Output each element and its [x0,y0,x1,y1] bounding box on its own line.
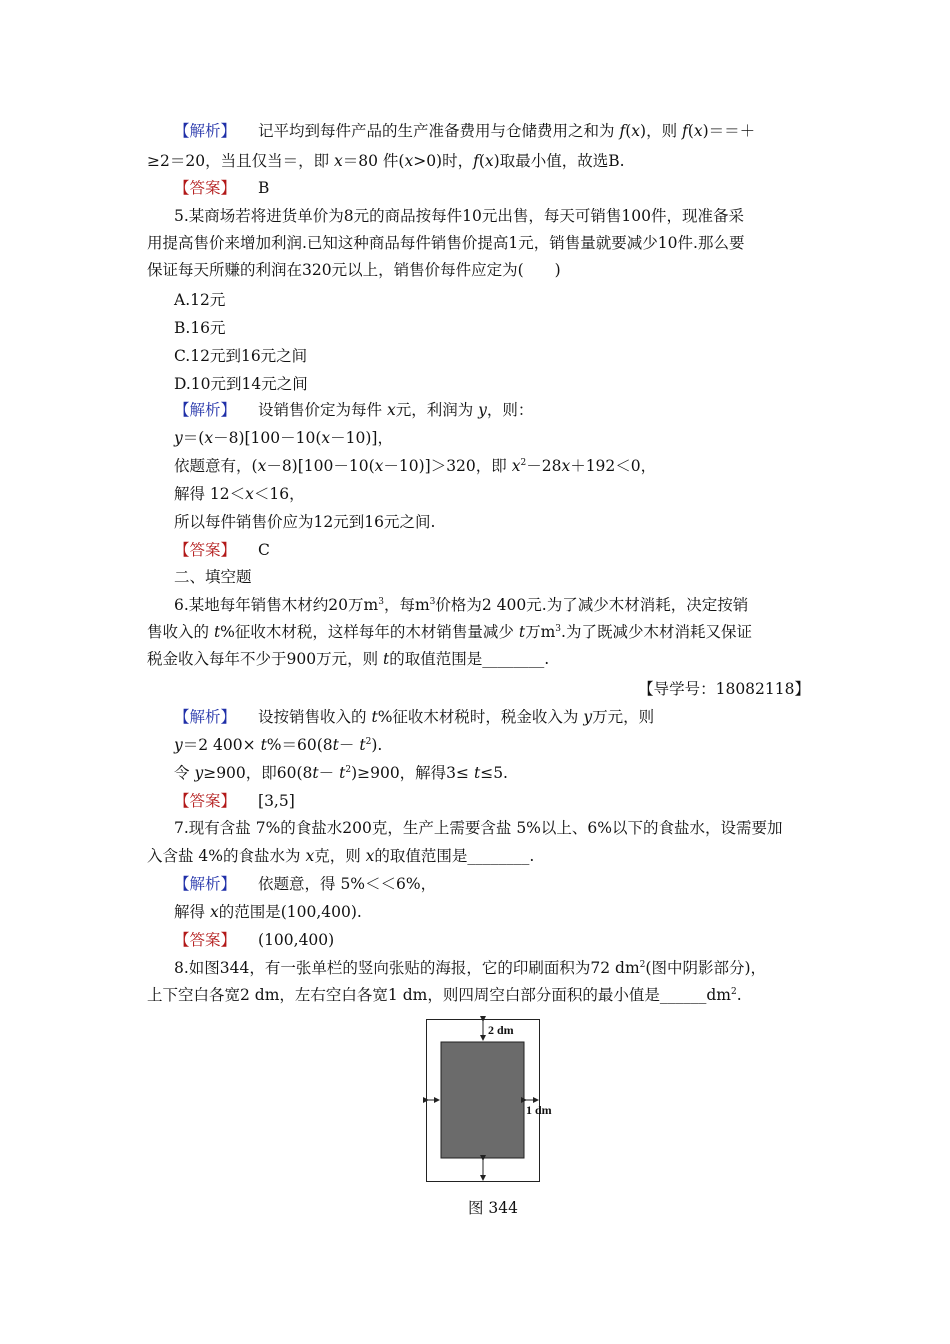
q5-analysis-line-3: 依题意有，(x－8)[100－10(x－10)]＞320，即 $x^2-28x+192<0$， [174,457,657,475]
q4-answer [174,177,269,199]
top-margin-label: 2 dm [488,1023,514,1037]
q7-analysis-line-2: 解得 x的范围是(100,400). [174,903,362,921]
q7-answer [174,929,334,951]
poster-figure [426,1019,552,1182]
q4-analysis-line-2: ≥2＝20，当且仅当＝，即 x＝80 件(x>0)时，f(x)取最小值，故选B. [147,152,625,170]
q8-text-line-2: 上下空白各宽2 dm，左右空白各宽1 dm，则四周空白部分面积的最小值是$\_\_\_\_\_\_dm^2$. [147,986,742,1004]
q6-analysis-line-3: 令 y≥900，即$60(8t- t^2)\ge 900$，解得3≤ t≤5. [174,764,508,782]
analysis-tag: 【解析】 [174,401,237,419]
q5-analysis-line-1: 【解析】 设销售价定为每件 x元，利润为 y，则： [174,401,534,419]
answer-value: B [258,179,270,197]
q8-text-line-1: 8.如图344，有一张单栏的竖向张贴的海报，它的印刷面积为72 $dm^2$(图中阴影部分)， [174,959,766,977]
q5-option-c: C.12元到16元之间 [174,347,308,365]
analysis-tag: 【解析】 [174,708,237,726]
q5-option-d: D.10元到14元之间 [174,375,308,393]
answer-tag: 【答案】 [174,179,237,197]
printed-area [441,1042,524,1158]
q6-analysis-line-1: 【解析】 设按销售收入的 t%征收木材税时，税金收入为 y万元，则 [174,708,655,726]
q5-text-line-3: 保证每天所赚的利润在320元以上，销售价每件应定为( ) [147,261,561,279]
q6-text-line-3: 税金收入每年不少于900万元，则 t的取值范围是________. [147,650,550,668]
q7-text-line-1: 7.现有含盐 7%的食盐水200克，生产上需要含盐 5%以上、6%以下的食盐水，设需要加 [174,819,783,837]
figure-caption: 图 344 [468,1199,519,1217]
q5-text-line-1: 5.某商场若将进货单价为8元的商品按每件10元出售，每天可销售100件，现准备采 [174,207,744,225]
answer-value: (100,400) [258,931,335,949]
q5-answer [174,539,270,561]
answer-value: C [258,541,270,559]
analysis-tag: 【解析】 [174,122,237,140]
analysis-tag: 【解析】 [174,875,237,893]
q5-option-a: A.12元 [174,291,226,309]
answer-value: [3,5] [258,792,295,810]
guide-number: 【导学号：18082118】 [638,680,810,698]
q6-text-line-1: 6.某地每年销售木材约20万$m^3$，每$m^3$价格为2 400元.为了减少木材消耗，决定按销 [174,596,749,614]
analysis-text: 依题意，得 5%＜＜6%， [258,875,437,893]
q6-analysis-line-2: y＝2 $400\times t\%=60(8t- t^2)$. [174,736,383,754]
q5-text-line-2: 用提高售价来增加利润.已知这种商品每件销售价提高1元，销售量就要减少10件.那么要 [147,234,745,252]
q5-analysis-line-4: 解得 12＜x＜16， [174,485,305,503]
answer-tag: 【答案】 [174,931,237,949]
q4-analysis-line-1: 【解析】 记平均到每件产品的生产准备费用与仓储费用之和为 f(x)，则 f(x)＝＝＋ [174,122,756,140]
q7-analysis-line-1 [174,873,436,895]
poster-diagram [426,1019,552,1182]
q7-text-line-2: 入含盐 4%的食盐水为 x克，则 x的取值范围是________. [147,847,535,865]
q5-option-b: B.16元 [174,319,226,337]
answer-tag: 【答案】 [174,792,237,810]
q6-answer [174,790,295,812]
section-heading: 二、填空题 [174,568,252,586]
answer-tag: 【答案】 [174,541,237,559]
q6-text-line-2: 售收入的 t%征收木材税，这样每年的木材销售量减少 t万$m^3$.为了既减少木材消耗又保证 [147,623,752,641]
q5-analysis-line-5: 所以每件销售价应为12元到16元之间. [174,513,436,531]
right-margin-label: 1 dm [526,1103,552,1117]
q5-analysis-line-2: y＝(x－8)[100－10(x－10)]， [174,429,393,447]
